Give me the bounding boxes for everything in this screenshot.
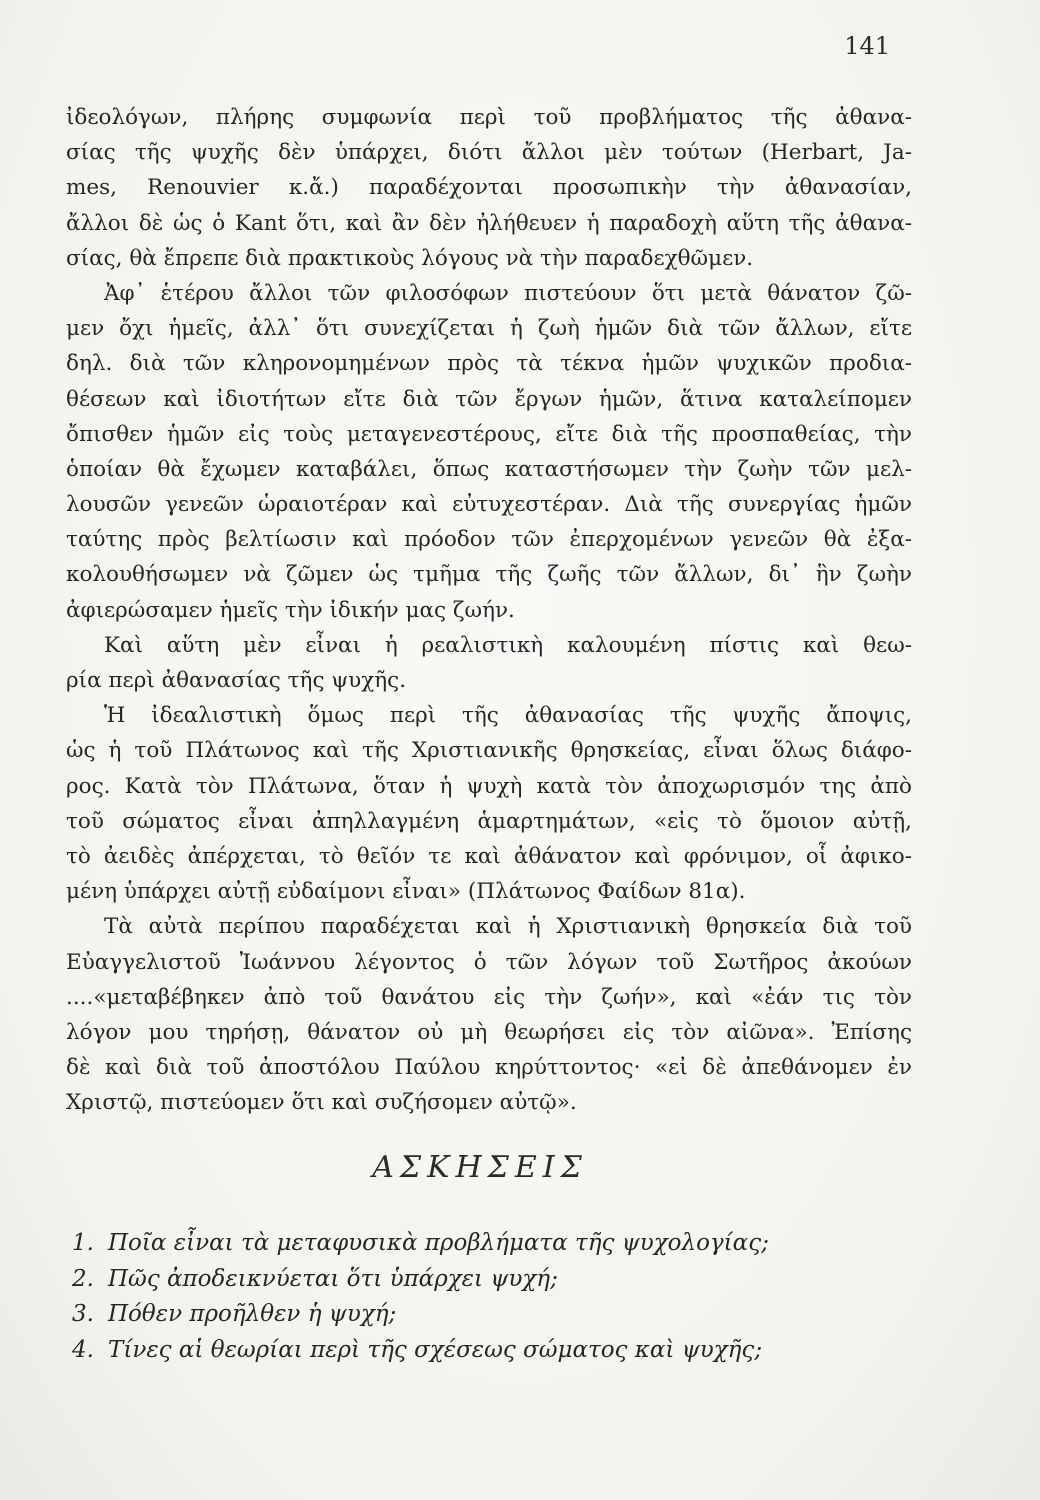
text-line: ἰδεολόγων, πλήρης συμφωνία περὶ τοῦ προβλήματος τῆς ἀθανα- [66,105,912,130]
text-line: ....«μεταβέβηκεν ἀπὸ τοῦ θανάτου εἰς τὴν ζωήν», καὶ «ἐάν τις τὸν [66,984,912,1010]
exercise-item [72,1297,912,1333]
text-line: θέσεων καὶ ἰδιοτήτων εἴτε διὰ τῶν ἔργων ἡμῶν, ἅτινα καταλείπομεν [66,386,912,412]
exercise-item [72,1226,912,1262]
paragraph [66,100,912,276]
text-line: μένη ὑπάρχει αὐτῇ εὐδαίμονι εἶναι» (Πλάτωνος Φαίδων 81α). [66,879,746,905]
text-line: ρία περὶ ἀθανασίας τῆς ψυχῆς. [66,668,407,693]
exercise-number: 4. [72,1336,94,1363]
text-line: δηλ. διὰ τῶν κληρονομημένων πρὸς τὰ τέκνα ἡμῶν ψυχικῶν προδια- [66,351,912,377]
text-line: σίας, θὰ ἔπρεπε διὰ πρακτικοὺς λόγους νὰ τὴν παραδεχθῶμεν. [66,245,754,271]
text-line: ὄπισθεν ἡμῶν εἰς τοὺς μεταγενεστέρους, εἴτε διὰ τῆς προσπαθείας, τὴν [66,421,912,447]
exercise-item [72,1333,912,1369]
text-line: ἀφιερώσαμεν ἡμεῖς τὴν ἰδικήν μας ζωήν. [66,597,515,623]
exercise-number: 1. [72,1230,94,1256]
text-line: Ἡ ἰδεαλιστικὴ ὅμως περὶ τῆς ἀθανασίας τῆς ψυχῆς ἄποψις, [104,703,912,729]
text-line: σίας τῆς ψυχῆς δὲν ὑπάρχει, διότι ἄλλοι μὲν τούτων (Herbart, Ja- [66,140,912,166]
text-line: ἄλλοι δὲ ὡς ὁ Kant ὅτι, καὶ ἂν δὲν ἠλήθευεν ἡ παραδοχὴ αὕτη τῆς ἀθανα- [66,210,912,236]
text-line: Ἀφ᾽ ἑτέρου ἄλλοι τῶν φιλοσόφων πιστεύουν ὅτι μετὰ θάνατον ζῶ- [104,280,912,306]
exercise-number: 3. [72,1301,94,1327]
text-line: Εὐαγγελιστοῦ Ἰωάννου λέγοντος ὁ τῶν λόγων τοῦ Σωτῆρος ἀκούων [66,949,912,975]
text-line: λουσῶν γενεῶν ὡραιοτέραν καὶ εὐτυχεστέραν. Διὰ τῆς συνεργίας ἡμῶν [66,492,912,518]
exercises-list [72,1226,912,1368]
paragraph [66,909,912,1120]
paragraph [66,276,912,628]
body-text [66,100,912,1120]
text-line: μεν ὄχι ἡμεῖς, ἀλλ᾽ ὅτι συνεχίζεται ἡ ζωὴ ἡμῶν διὰ τῶν ἄλλων, εἴτε [66,316,912,342]
text-line: ταύτης πρὸς βελτίωσιν καὶ πρόοδον τῶν ἐπερχομένων γενεῶν θὰ ἐξα- [66,527,912,553]
exercise-text: Πῶς ἀποδεικνύεται ὅτι ὑπάρχει ψυχή; [108,1265,558,1292]
exercises-heading: ΑΣΚΗΣΕΙΣ [372,1150,588,1185]
exercise-text: Τίνες αἱ θεωρίαι περὶ τῆς σχέσεως σώματος καὶ ψυχῆς; [108,1336,763,1363]
text-line: τοῦ σώματος εἶναι ἀπηλλαγμένη ἁμαρτημάτων, «εἰς τὸ ὅμοιον αὐτῇ, [66,808,912,834]
text-line: ὡς ἡ τοῦ Πλάτωνος καὶ τῆς Χριστιανικῆς θρησκείας, εἶναι ὅλως διάφο- [66,738,912,764]
text-line: ρος. Κατὰ τὸν Πλάτωνα, ὅταν ἡ ψυχὴ κατὰ τὸν ἀποχωρισμόν της ἀπὸ [66,773,912,799]
exercise-text: Πόθεν προῆλθεν ἡ ψυχή; [108,1301,397,1327]
text-line: δὲ καὶ διὰ τοῦ ἀποστόλου Παύλου κηρύττοντος· «εἰ δὲ ἀπεθάνομεν ἐν [66,1055,912,1081]
text-line: τὸ ἀειδὲς ἀπέρχεται, τὸ θεῖόν τε καὶ ἀθάνατον καὶ φρόνιμον, οἷ ἀφικο- [66,843,912,869]
text-line: κολουθήσωμεν νὰ ζῶμεν ὡς τμῆμα τῆς ζωῆς τῶν ἄλλων, δι᾽ ἣν ζωὴν [66,562,912,588]
text-line: Τὰ αὐτὰ περίπου παραδέχεται καὶ ἡ Χριστιανικὴ θρησκεία διὰ τοῦ [104,914,912,940]
paragraph [66,698,912,909]
exercise-item [72,1262,912,1298]
paragraph [66,628,912,698]
text-line: Χριστῷ, πιστεύομεν ὅτι καὶ συζήσομεν αὐτῷ». [66,1090,577,1116]
text-line: Καὶ αὕτη μὲν εἶναι ἡ ρεαλιστικὴ καλουμένη πίστις καὶ θεω- [104,632,912,658]
page-number: 141 [844,32,890,60]
exercise-text: Ποῖα εἶναι τὰ μεταφυσικὰ προβλήματα τῆς ψυχολογίας; [108,1230,769,1256]
exercise-number: 2. [72,1265,94,1292]
text-line: ὁποίαν θὰ ἔχωμεν καταβάλει, ὅπως καταστήσωμεν τὴν ζωὴν τῶν μελ- [66,456,912,482]
text-line: mes, Renouvier κ.ἄ.) παραδέχονται προσωπικὴν τὴν ἀθανασίαν, [66,175,912,201]
text-line: λόγον μου τηρήσῃ, θάνατον οὐ μὴ θεωρήσει εἰς τὸν αἰῶνα». Ἐπίσης [66,1019,912,1045]
